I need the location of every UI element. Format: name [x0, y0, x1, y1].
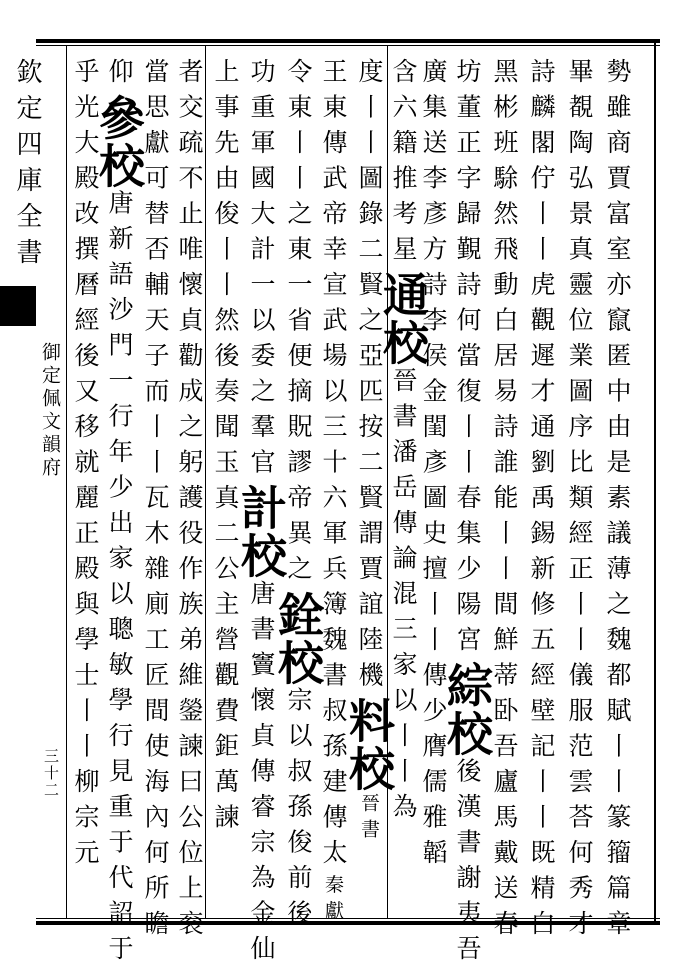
- entry-heading: 參校: [92, 93, 146, 190]
- entry-heading: 計校: [234, 484, 288, 580]
- column-text: 仰: [105, 58, 134, 94]
- entry-heading: 綜校: [440, 661, 494, 758]
- small-note: 秦獻: [322, 874, 344, 927]
- text-column: [602, 58, 632, 946]
- text-column: [234, 58, 288, 971]
- column-text: 魏書叔孫建傳太: [319, 626, 348, 875]
- top-border: [36, 39, 660, 46]
- column-text: 二賢之亞匹按二賢謂賈誼陸機: [355, 235, 384, 697]
- column-text: 晉書潘岳傳論混三家以丨丨為: [389, 367, 418, 829]
- column-text: 玉真二公主營觀費鉅萬諫: [211, 448, 240, 839]
- margin-black-band: [0, 286, 36, 326]
- column-text: 詩麟閣佇丨丨虎觀遲才通劉禹錫新修五經壁記丨丨既精白: [527, 58, 556, 946]
- column-text: 坊董正字歸覲詩何當復丨丨春集少陽宮: [453, 58, 482, 662]
- column-text: 令東丨丨之東一省便摘貺謬帝異之: [284, 58, 313, 591]
- column-text: 唐書竇懷貞傳睿宗為金仙: [247, 580, 276, 971]
- column-text: 宗以叔孫俊前後: [284, 686, 313, 935]
- column-divider: [205, 45, 206, 918]
- column-text: 王東傳武帝幸宣武場以三十六軍兵簿: [319, 58, 348, 626]
- text-column: [92, 58, 146, 971]
- text-column: [526, 58, 556, 946]
- column-text: 畢覩陶弘景真靈位業圖序比類經正丨丨儀服范雲荅何秀才: [565, 58, 594, 946]
- column-text: 者交疏不止唯懷貞勸成之躬護役作族弟維鎣諫曰公位上衮: [175, 58, 204, 946]
- column-text: 光大殿改撰曆經後又移就麗正殿與學士丨丨柳宗元: [71, 93, 100, 875]
- entry-heading: 通校: [376, 271, 430, 367]
- column-text: 傳少膺儒雅韜: [419, 661, 448, 875]
- column-text: 功重軍國大計一以委之羣官: [247, 58, 276, 484]
- column-text: 乎: [71, 58, 100, 94]
- page-number: 三十二: [42, 748, 60, 799]
- column-text: 當思獻可替否輔天子而丨丨瓦木雜廁工匠間使海內何所瞻: [141, 58, 170, 946]
- text-column: [318, 58, 348, 927]
- book-title: 欽定四庫全書: [12, 58, 42, 274]
- column-text: 黑彬班駼然飛動白居易詩誰能丨丨間鮮蒂卧吾廬馬戴送春: [490, 58, 519, 946]
- book-subtitle: 御定佩文韻府: [39, 342, 61, 480]
- text-column: [489, 58, 519, 946]
- text-column: [440, 58, 494, 971]
- entry-heading: 料校: [342, 697, 396, 793]
- column-text: 上事先由俊丨丨然後奏聞: [211, 58, 240, 449]
- small-note: 晉書: [358, 793, 380, 845]
- right-border: [654, 39, 656, 924]
- column-text: 唐新語沙門一行年少出家以聰敏學行見重于代詔于: [105, 189, 134, 971]
- text-column: [174, 58, 204, 946]
- column-text: 廣集送李彥方詩李侯金閨彥圖史擅丨丨: [419, 58, 448, 662]
- text-column: [342, 58, 396, 845]
- text-column: [564, 58, 594, 946]
- column-divider: [66, 45, 67, 918]
- column-text: 度丨丨圖錄: [355, 58, 384, 236]
- column-text: 後漢書謝夷吾: [453, 757, 482, 971]
- text-column: [140, 58, 170, 946]
- text-column: [210, 58, 240, 839]
- text-column: [418, 58, 448, 875]
- column-text: 含六籍推考星: [389, 58, 418, 271]
- entry-heading: 銓校: [271, 590, 325, 687]
- column-text: 勢雖商賈富室亦竄匿中由是素議薄之魏都賦丨丨篆籀篇章: [603, 58, 632, 946]
- text-column: [70, 58, 100, 875]
